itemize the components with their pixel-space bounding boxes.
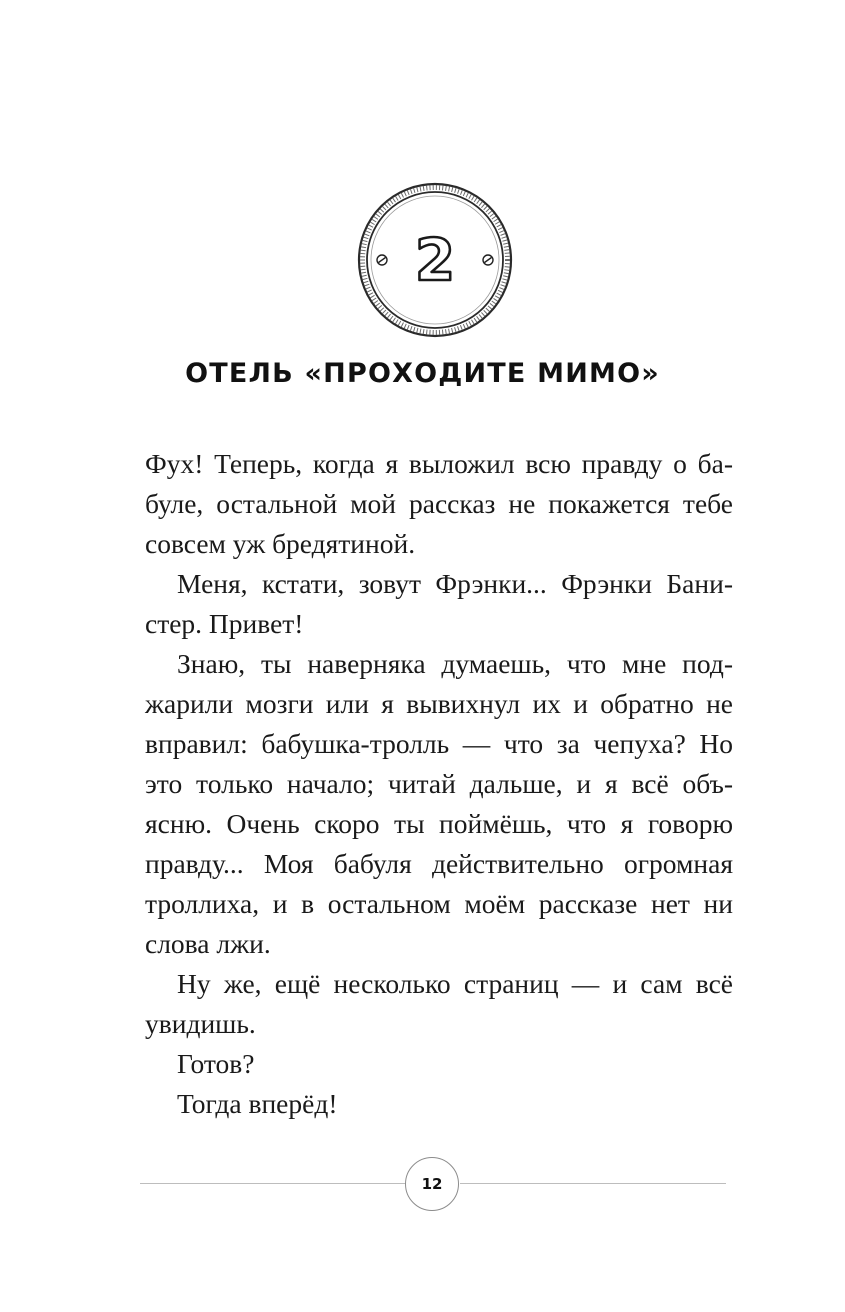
body-text: [145, 444, 733, 1124]
paragraph: Фух! Теперь, когда я выложил всю правду о бабуле, остальной мой рассказ не покажется тебе совсем уж бредятиной.: [145, 448, 733, 559]
footer-rule-left: [140, 1183, 406, 1184]
paragraph: Ну же, ещё несколько страниц — и сам всё увидишь.: [145, 968, 733, 1039]
chapter-number: 2: [414, 226, 456, 294]
paragraph: Тогда вперёд!: [177, 1088, 338, 1119]
chapter-number-badge: [355, 180, 515, 340]
chapter-title: ОТЕЛЬ «ПРОХОДИТЕ МИМО»: [185, 358, 660, 389]
paragraph: Готов?: [177, 1048, 255, 1079]
right-screw-icon: [483, 255, 493, 265]
footer-rule-right: [460, 1183, 726, 1184]
page-number: 12: [405, 1157, 459, 1211]
paragraph: Меня, кстати, зовут Фрэнки... Фрэнки Банистер. Привет!: [145, 568, 733, 639]
paragraph: Знаю, ты наверняка думаешь, что мне поджарили мозги или я вывихнул их и обратно не вправил: бабушка-тролль — что за чепуха? Но это только начало; читай дальше, и я всё объясню. Очень скоро ты поймёшь, что я говорю правду... Моя бабуля действительно огромная троллиха, и в остальном моём рассказе нет ни слова лжи.: [145, 648, 733, 959]
left-screw-icon: [377, 255, 387, 265]
